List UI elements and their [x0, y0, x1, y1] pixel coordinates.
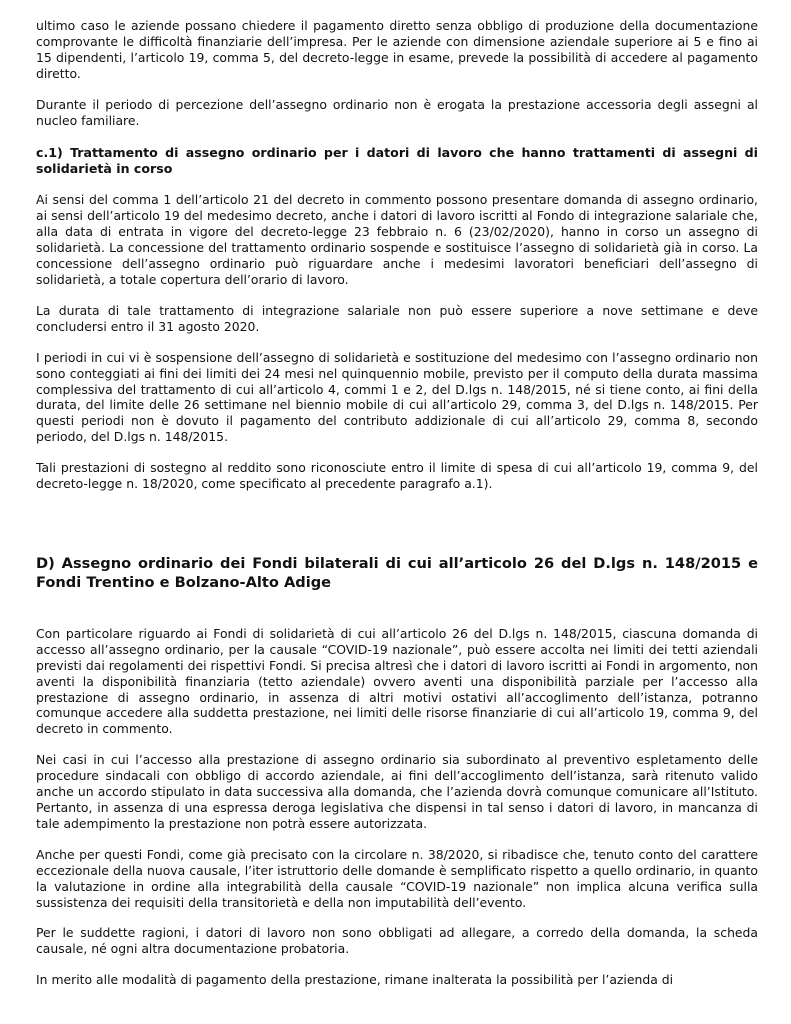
paragraph: Per le suddette ragioni, i datori di lavoro non sono obbligati ad allegare, a corredo della domanda, la scheda causale, né ogni altra documentazione probatoria.: [36, 925, 758, 957]
document-page: [36, 18, 758, 988]
paragraph: I periodi in cui vi è sospensione dell’assegno di solidarietà e sostituzione del medesimo con l’assegno ordinario non sono conteggiati ai fini dei limiti dei 24 mesi nel quinquennio mobile, previsto per il computo della durata massima complessiva del trattamento di cui all’articolo 4, commi 1 e 2, del D.lgs n. 148/2015, né si tiene conto, ai fini della durata, del limite delle 26 settimane nel biennio mobile di cui all’articolo 29, comma 3, del D.lgs n. 148/2015. Per questi periodi non è dovuto il pagamento del contributo addizionale di cui all’articolo 29, comma 8, secondo periodo, del D.lgs n. 148/2015.: [36, 349, 758, 445]
paragraph: ultimo caso le aziende possano chiedere il pagamento diretto senza obbligo di produzione della documentazione comprovante le difficoltà finanziarie dell’impresa. Per le aziende con dimensione aziendale superiore ai 5 e fino ai 15 dipendenti, l’articolo 19, comma 5, del decreto-legge in esame, prevede la possibilità di accedere al pagamento diretto.: [36, 18, 758, 81]
paragraph: Tali prestazioni di sostegno al reddito sono riconosciute entro il limite di spesa di cui all’articolo 19, comma 9, del decreto-legge n. 18/2020, come specificato al precedente paragrafo a.1).: [36, 460, 758, 492]
paragraph: La durata di tale trattamento di integrazione salariale non può essere superiore a nove settimane e deve concludersi entro il 31 agosto 2020.: [36, 302, 758, 334]
subsection-heading: c.1) Trattamento di assegno ordinario per i datori di lavoro che hanno trattamenti di assegni di solidarietà in corso: [36, 145, 758, 177]
paragraph: Durante il periodo di percezione dell’assegno ordinario non è erogata la prestazione accessoria degli assegni al nucleo familiare.: [36, 96, 758, 128]
section-heading: D) Assegno ordinario dei Fondi bilaterali di cui all’articolo 26 del D.lgs n. 148/2015 e Fondi Trentino e Bolzano-Alto Adige: [36, 554, 758, 591]
paragraph: Nei casi in cui l’accesso alla prestazione di assegno ordinario sia subordinato al preventivo espletamento delle procedure sindacali con obbligo di accordo aziendale, ai fini dell’accoglimento dell’istanza, sarà ritenuto valido anche un accordo stipulato in data successiva alla domanda, che l’azienda dovrà comunque comunicare all’Istituto. Pertanto, in assenza di una espressa deroga legislativa che dispensi in tal senso i datori di lavoro, in mancanza di tale adempimento la prestazione non potrà essere autorizzata.: [36, 752, 758, 831]
paragraph: In merito alle modalità di pagamento della prestazione, rimane inalterata la possibilità per l’azienda di: [36, 972, 674, 988]
paragraph: Con particolare riguardo ai Fondi di solidarietà di cui all’articolo 26 del D.lgs n. 148/2015, ciascuna domanda di accesso all’assegno ordinario, per la causale “COVID-19 nazionale”, può essere accolta nei limiti dei tetti aziendali previsti dai regolamenti dei rispettivi Fondi. Si precisa altresì che i datori di lavoro iscritti ai Fondi in argomento, non aventi la disponibilità finanziaria (tetto aziendale) ovvero aventi una disponibilità parziale per l’accesso alla prestazione di assegno ordinario, in assenza di altri motivi ostativi all’accoglimento dell’istanza, potranno comunque accedere alla suddetta prestazione, nei limiti delle risorse finanziarie di cui all’articolo 19, comma 9, del decreto in commento.: [36, 625, 758, 737]
paragraph: Anche per questi Fondi, come già precisato con la circolare n. 38/2020, si ribadisce che, tenuto conto del carattere eccezionale della nuova causale, l’iter istruttorio delle domande è semplificato rispetto a quello ordinario, in quanto la valutazione in ordine alla integrabilità della causale “COVID-19 nazionale” non implica alcuna verifica sulla sussistenza dei requisiti della transitorietà e della non imputabilità dell’evento.: [36, 846, 758, 910]
paragraph: Ai sensi del comma 1 dell’articolo 21 del decreto in commento possono presentare domanda di assegno ordinario, ai sensi dell’articolo 19 del medesimo decreto, anche i datori di lavoro iscritti al Fondo di integrazione salariale che, alla data di entrata in vigore del decreto-legge 23 febbraio n. 6 (23/02/2020), hanno in corso un assegno di solidarietà. La concessione del trattamento ordinario sospende e sostituisce l’assegno di solidarietà già in corso. La concessione dell’assegno ordinario può riguardare anche i medesimi lavoratori beneficiari dell’assegno di solidarietà, a totale copertura dell’orario di lavoro.: [36, 192, 758, 287]
